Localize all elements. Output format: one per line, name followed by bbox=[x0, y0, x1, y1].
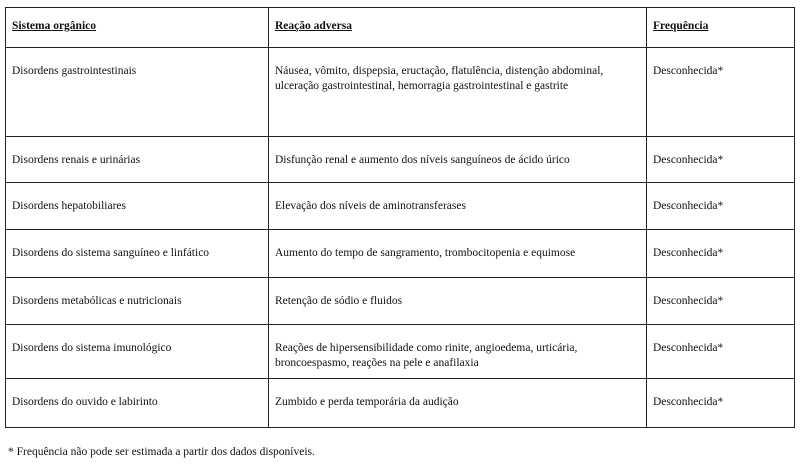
table-row bbox=[6, 183, 795, 230]
cell-system: Disordens metabólicas e nutricionais bbox=[6, 278, 269, 325]
cell-frequency: Desconhecida* bbox=[647, 48, 795, 137]
adverse-reactions-table bbox=[5, 7, 795, 428]
table-row bbox=[6, 230, 795, 278]
header-frequency: Frequência bbox=[647, 8, 795, 48]
cell-reaction: Elevação dos níveis de aminotransferases bbox=[269, 183, 647, 230]
table-row bbox=[6, 137, 795, 183]
cell-reaction: Retenção de sódio e fluidos bbox=[269, 278, 647, 325]
cell-reaction: Aumento do tempo de sangramento, trombocitopenia e equimose bbox=[269, 230, 647, 278]
cell-frequency: Desconhecida* bbox=[647, 183, 795, 230]
cell-system: Disordens gastrointestinais bbox=[6, 48, 269, 137]
table-row bbox=[6, 325, 795, 379]
cell-reaction: Reações de hipersensibilidade como rinite, angioedema, urticária, broncoespasmo, reações na pele e anafilaxia bbox=[269, 325, 647, 379]
table-row bbox=[6, 379, 795, 428]
table-row bbox=[6, 278, 795, 325]
cell-system: Disordens do sistema imunológico bbox=[6, 325, 269, 379]
table-header-row bbox=[6, 8, 795, 48]
header-reaction: Reação adversa bbox=[269, 8, 647, 48]
cell-frequency: Desconhecida* bbox=[647, 379, 795, 428]
cell-frequency: Desconhecida* bbox=[647, 325, 795, 379]
cell-system: Disordens do sistema sanguíneo e linfático bbox=[6, 230, 269, 278]
footnote: * Frequência não pode ser estimada a partir dos dados disponíveis. bbox=[8, 446, 315, 458]
header-system: Sistema orgânico bbox=[6, 8, 269, 48]
cell-system: Disordens hepatobiliares bbox=[6, 183, 269, 230]
cell-system: Disordens do ouvido e labirinto bbox=[6, 379, 269, 428]
cell-system: Disordens renais e urinárias bbox=[6, 137, 269, 183]
cell-reaction: Náusea, vômito, dispepsia, eructação, flatulência, distenção abdominal, ulceração gastrointestinal, hemorragia gastrointestinal e gastrite bbox=[269, 48, 647, 137]
cell-frequency: Desconhecida* bbox=[647, 137, 795, 183]
cell-frequency: Desconhecida* bbox=[647, 230, 795, 278]
cell-reaction: Zumbido e perda temporária da audição bbox=[269, 379, 647, 428]
cell-frequency: Desconhecida* bbox=[647, 278, 795, 325]
cell-reaction: Disfunção renal e aumento dos níveis sanguíneos de ácido úrico bbox=[269, 137, 647, 183]
table-row bbox=[6, 48, 795, 137]
